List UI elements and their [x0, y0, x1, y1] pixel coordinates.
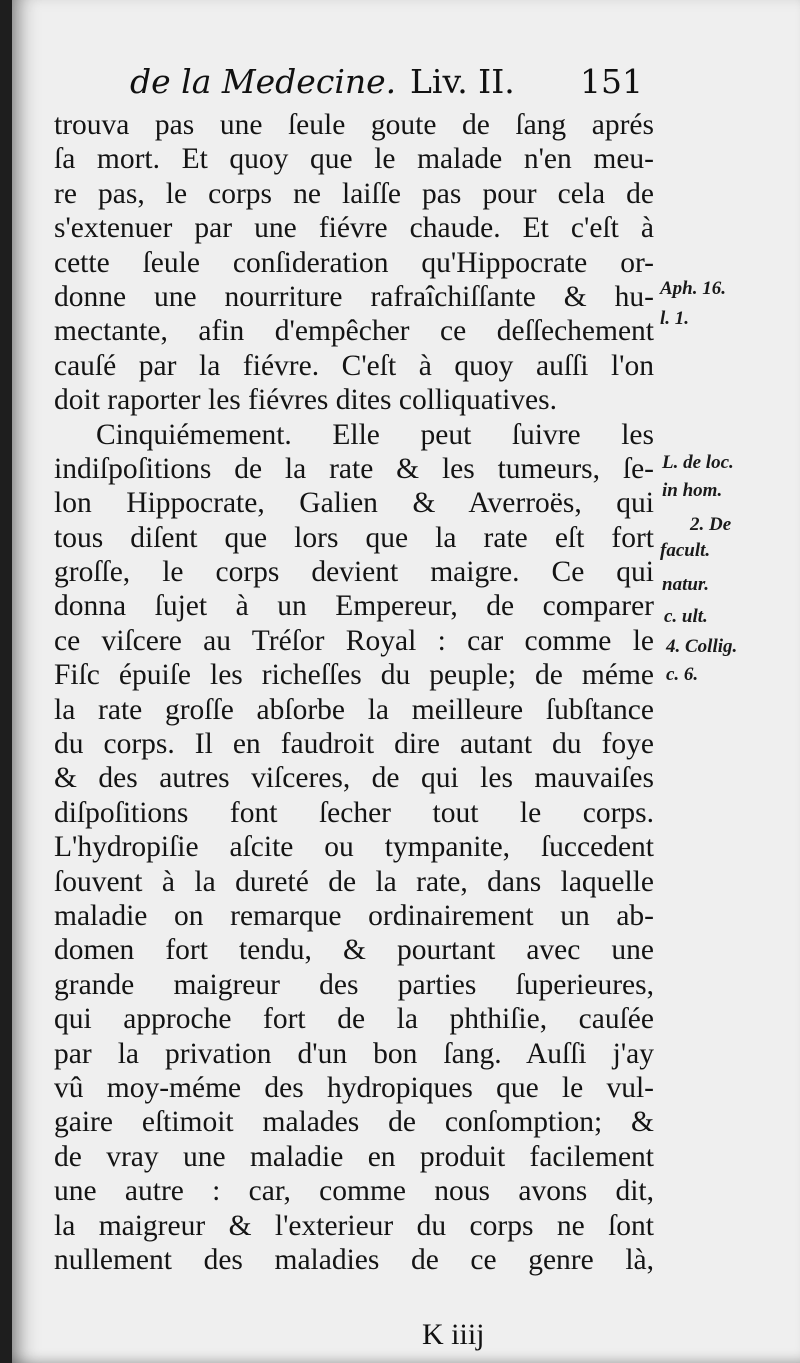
- margin-note: 2. De: [690, 514, 732, 535]
- text-line: Fiſc épuiſe les richeſſes du peuple; de méme: [54, 659, 654, 692]
- header-title: de la Medecine.: [130, 62, 397, 101]
- text-line: du corps. Il en faudroit dire autant du foye: [54, 728, 654, 761]
- text-line: Cinquiémement. Elle peut ſuivre les: [96, 418, 654, 451]
- text-line: la rate groſſe abſorbe la meilleure ſubſtance: [54, 693, 654, 726]
- text-line: re pas, le corps ne laiſſe pas pour cela de: [54, 177, 654, 210]
- text-line: domen fort tendu, & pourtant avec une: [54, 934, 654, 967]
- text-line: vû moy-méme des hydropiques que le vul-: [54, 1071, 654, 1104]
- margin-note: natur.: [662, 574, 710, 595]
- margin-note: L. de loc.: [662, 452, 734, 473]
- text-line: grande maigreur des parties ſuperieures,: [54, 968, 654, 1001]
- body-text: [54, 108, 654, 1277]
- text-line: nullement des maladies de ce genre là,: [54, 1243, 654, 1276]
- text-line: lon Hippocrate, Galien & Averroës, qui: [54, 487, 654, 520]
- text-line: gaire eſtimoit malades de conſomption; &: [54, 1106, 654, 1139]
- text-line: la maigreur & l'exterieur du corps ne ſont: [54, 1209, 654, 1242]
- text-line: par la privation d'un bon ſang. Auſſi j'ay: [54, 1037, 654, 1070]
- text-line: groſſe, le corps devient maigre. Ce qui: [54, 556, 654, 589]
- text-line: cauſé par la fiévre. C'eſt à quoy auſſi l'on: [54, 349, 654, 382]
- text-line: donne une nourriture rafraîchiſſante & hu-: [54, 280, 654, 313]
- text-line: ſouvent à la dureté de la rate, dans laquelle: [54, 865, 654, 898]
- text-line: & des autres viſceres, de qui les mauvaiſes: [54, 762, 654, 795]
- text-line: indiſpoſitions de la rate & les tumeurs, ſe-: [54, 452, 654, 485]
- page-number: 151: [580, 62, 643, 101]
- header-book: Liv. II.: [410, 62, 515, 101]
- margin-note: c. 6.: [666, 664, 699, 685]
- text-line: trouva pas une ſeule goute de ſang aprés: [54, 109, 654, 141]
- text-line: ſa mort. Et quoy que le malade n'en meu-: [54, 143, 654, 176]
- text-line: s'extenuer par une fiévre chaude. Et c'eſt à: [54, 212, 654, 245]
- text-line: qui approche fort de la phthiſie, cauſée: [54, 1003, 654, 1036]
- margin-note: facult.: [660, 540, 711, 561]
- text-line: maladie on remarque ordinairement un ab-: [54, 899, 654, 932]
- margin-note: in hom.: [662, 480, 723, 501]
- margin-note: l. 1.: [660, 308, 690, 329]
- margin-note: c. ult.: [664, 606, 708, 627]
- text-line: doit raporter les fiévres dites colliquatives.: [54, 384, 557, 417]
- text-line: donna ſujet à un Empereur, de comparer: [54, 590, 654, 623]
- text-line: diſpoſitions font ſecher tout le corps.: [54, 796, 654, 829]
- text-line: cette ſeule conſideration qu'Hippocrate or-: [54, 246, 654, 279]
- running-header: [130, 62, 650, 112]
- text-line: une autre : car, comme nous avons dit,: [54, 1175, 654, 1208]
- book-page: [12, 0, 800, 1363]
- book-spine-edge: [0, 0, 12, 1363]
- text-line: mectante, afin d'empêcher ce deſſechement: [54, 315, 654, 348]
- text-line: ce viſcere au Tréſor Royal : car comme le: [54, 624, 654, 657]
- signature-mark: K iiij: [422, 1318, 485, 1351]
- text-line: de vray une maladie en produit facilement: [54, 1140, 654, 1173]
- margin-note: 4. Collig.: [666, 636, 738, 657]
- text-line: L'hydropiſie aſcite ou tympanite, ſuccedent: [54, 831, 654, 864]
- margin-note: Aph. 16.: [660, 278, 726, 299]
- text-line: tous diſent que lors que la rate eſt fort: [54, 521, 654, 554]
